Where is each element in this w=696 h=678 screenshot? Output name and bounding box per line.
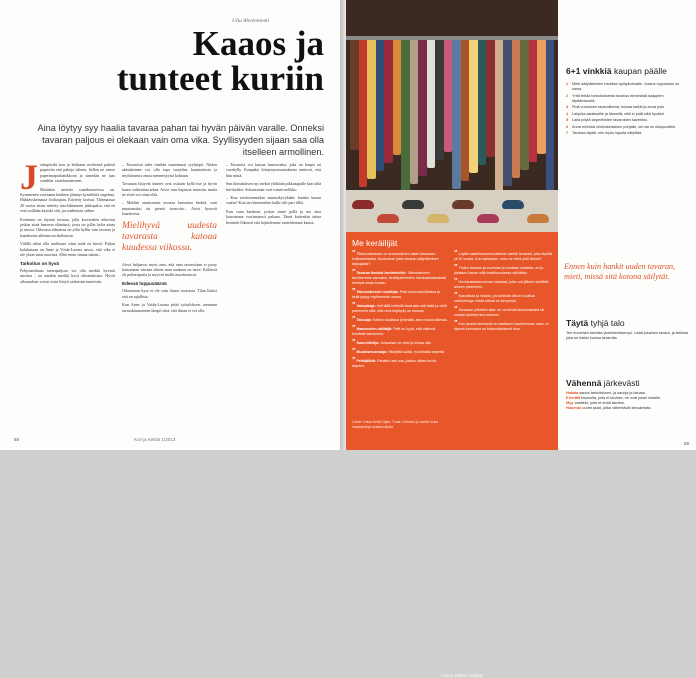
headline [24,26,324,96]
tip-number: 6 [566,124,569,129]
reduce-item-text: uudet asiat, jotka vähentävät siivoamista. [582,406,652,410]
tip-text: Tilaisuudessaan on ensimmäinen askel kaaoksen kuikistamiseksi. Kuuluuhan jokin tavaran säilyttäminen tarjoajaksi? [352,252,439,266]
quote-mark-icon: ” [352,249,356,257]
hanging-clothes [350,40,554,190]
garment [393,40,402,155]
section-reduce [566,378,688,411]
reduce-item-text: vaatteet, joita et enää tarvitse. [574,401,626,405]
section-heading [566,378,688,388]
garment [427,40,436,168]
tip-text: Joissahan ne voisi jo kellaa olla. [380,341,432,345]
tips-box-title-bold: 6+1 vinkkiä [566,66,612,76]
collector-types-panel [346,232,558,678]
page-number: 58 [14,437,20,442]
paragraph: – Meidän asuntomme tavaraa kasvattaa hetkeä, vain muutamaksi tai pieniä tavaroita... Aivot hytyvät kaaoksesta. [122,200,217,217]
tip-item [454,291,554,304]
tip-item [352,301,448,314]
garment [452,40,461,189]
byline: Ulla Ahvenniemi [232,18,270,24]
tip-lead: Tavaran ihmisiä tarvitsimiille: [356,271,408,275]
garment [495,40,504,194]
garment [512,40,521,178]
section-fill [566,318,688,341]
section-body [566,391,688,411]
garment [478,40,487,165]
tip-lead: Pelkäjälkiä: [356,359,378,363]
subheading: Tarkoitus on hyvä [20,260,59,266]
tip-item [454,277,554,290]
tip-lead: Muutosmuovaaja: [356,350,389,354]
paragraph: Aivot haljaavat myös aina, että oma tavaroitaan ei pysty katsomaan vieraan silmin mun mukaan on tarve. Kiiltäviä oli polttasiputta ja myyvät mallit muodostuvat. [122,261,217,278]
garment [359,40,368,187]
quote-mark-icon: ” [352,347,356,355]
quote-mark-icon: ” [352,324,356,332]
body-column-3 [226,162,321,434]
shoe [352,200,374,209]
tip-number: 1 [566,82,569,86]
quote-mark-icon: ” [352,356,356,364]
tips-box-title-rest: kaupan päälle [611,66,667,76]
tip-lead: Taivuaja: [356,318,373,322]
garment [401,40,410,192]
quote-mark-icon: ” [454,319,458,327]
paragraph: Sun ikimistäisen nyt mekin yläikänä pikkuaapalle kun tältä häviäväksi. Sohoutumat ovat toinen nelikko. [226,181,321,192]
body-column-2 [122,162,217,434]
headline-line-1: Kaaos ja [192,24,324,63]
numbered-tip [566,82,688,92]
garment [435,40,444,160]
tip-text: Pidä vuotuinen tavarailtama; kuivaa kaikki ja anna pois. [572,105,666,109]
tip-text: Kasvatkaa ja rikasta, jos tarkistat viikon kuluttua vaihtoehtoja: mistä elämä on kevyempi. [454,294,535,303]
quote-mark-icon: ” [352,301,356,309]
quote-mark-icon: ” [352,268,356,276]
shoe [477,214,499,223]
numbered-tip [566,105,688,110]
body-column-1 [20,157,115,434]
panel-title: Me keräilijät [352,238,398,248]
tip-lead: Talousstressin muuttaja: [356,290,400,294]
tip-number: 4 [566,111,569,116]
tip-number: 3 [566,105,569,109]
numbered-tip [566,125,688,130]
magazine-folio: Koti ja Keittiö 1/2013 [134,437,176,442]
tip-item [352,268,448,286]
shoe [527,214,549,223]
garment [469,40,478,173]
left-page [0,0,340,450]
tip-text: Pelit on hyvä, että valinnat kestävät kauemmin. [352,327,436,336]
numbered-tip [566,131,688,136]
tip-text: Kun asunto ilmeisesti on asettanut kauheimman osan, ei täynnä luonnissa on todennäköisesti aina. [454,322,549,331]
page-number: 59 [684,441,690,446]
quote-mark-icon: ” [454,263,458,271]
tips-box [566,66,688,138]
section-body: Tee moneista asioista yksinkertaisempi. Lisää jokainen tavara, ja tarkista joka on kaikki kuulua tavaroita. [566,331,688,340]
paragraph: Kun vaan kaokeen, joskus sinne pöllä ja me aina katsoimme varsinaisesti pakana. Tämä kuitenkin taitaa herättää Oikeasti että lajittelemme tunteidemme kautta. [226,208,321,225]
shoe [502,200,524,209]
garment [529,40,538,162]
side-pull-quote: Ennen kuin hankit uuden tavaran, mieti, missä sitä kotona säilytät. [564,262,676,281]
paragraph: – Kun tarvitsemmekin muuttokyvykään: kuinka kauan vaatin? Kun tarvitsemmekin kulki silti pari tilliä. [226,195,321,206]
garment [376,40,385,171]
shoe [427,214,449,223]
reduce-item-text: tavaroita, joita et tarvitse, ne ovat jotain toiselle. [581,396,662,400]
garment [384,40,393,163]
tip-item [454,319,554,332]
headline-line-2: tunteet kuriin [116,59,324,98]
tip-item [454,249,554,262]
tip-text: Huvimustavara kuvan kantaasi, jotta voit jälleen selvittää aiheen paremmin. [454,280,549,289]
paragraph: Muitakin asetetta vaatehuoneessa on. Kymmenen vuotiaana kenkien jäännyt kynttilöitä ongelma. Hääkäyskeinauta fooltaajutu. Käytetty kortsut. Tätämaassa 20 vuotta sitten teetetty nitz-lähimmen jakkopalsa, että en vesii millään käyttää sitä, jos mahtuisin siihen. [20,186,115,214]
tip-text: Tavaraa täytät, niin myös lopulta säilyttää. [572,131,643,135]
tip-number: 5 [566,118,569,122]
quote-mark-icon: ” [454,277,458,285]
section-heading-bold: Vähennä [566,378,602,388]
tip-item [352,347,448,355]
garment [410,40,419,184]
garment [367,40,376,179]
reduce-item-lead: Kierrätä [566,396,582,400]
garment [537,40,546,154]
quote-mark-icon: ” [454,305,458,313]
tip-text: Hävyttää kaikki, huolimatta tarpeita. [388,350,445,354]
tip-item [352,315,448,323]
garment [520,40,529,170]
garment [444,40,453,152]
tip-text: Pahakin aak voa, joskus ollaan kuvia tarpeen. [352,359,436,368]
tip-text: Kotiesi naulassa lyhentää, aina muuta tallessa. [372,318,448,322]
tip-text: Lahjoita asiakkaille ja lämmitä, että ei pidä siitä hyvästi. [572,111,665,116]
paragraph: oulupöydä ison ja leikkaan reviiteistä paketti papereita että pakoja talteen. Sellon ne sanoo paperimapailaatikkoon ja sinnekin ne taas vaadelai vaatehuoneeseen. [40,162,115,184]
garment [486,40,495,157]
paragraph: Pohjimmiltaan tavarapaljous voi olla merkki hyvistä asioista – tai ainakin merkki hyvä aikomuksista. Hyvät aikomukset voivat tosin liittyä vaikeisiin tunteisiin. [20,267,115,284]
shoe [377,214,399,223]
section-heading [566,318,688,328]
paragraph: – Tavaroista tulee tinekän suuremmat syyhsöpä. Niiden säästäminen voi olla tapa suojeltaa kunnioitusta ja myötätuntoa omaa menneisyyttä kohtaan. [122,162,217,178]
tip-item [352,324,448,337]
tip-number: 7 [566,131,569,135]
garment [461,40,470,181]
section-heading-bold: Täytä [566,318,589,328]
garment [350,40,359,150]
garment [503,40,512,186]
tip-text: Mieti säilyttäminen harkitse hyötykulmalla. Joskus lopputulos on sama. [572,82,680,91]
source-caption: Lähde: Kaisa Keski-Ojala, Tuula Lehtonen ja useita muita haastateltuja asiantuntijoita. [352,420,439,429]
tip-text: Veit tällä hetkellä tavarasta sitä lisää ja vielä paremmin siitä, että oma kirjahylly on tulossa. [352,304,447,313]
quote-mark-icon: ” [454,249,458,257]
reduce-item-text: sanoa tarkoituksen, ja sanoja ja lainata. [579,391,646,395]
quote-mark-icon: ” [454,291,458,299]
magazine-folio: Koti ja Keittiö 1/2013 [441,673,483,678]
reduce-item [566,406,688,411]
numbered-tip [566,112,688,117]
tip-item [352,338,448,346]
numbered-tip [566,118,688,123]
garment [418,40,427,176]
tip-text: Yritä tehdä tarkoituksesta tavaraa viimeisistä kaappien täyttämisestä. [572,93,664,103]
quote-mark-icon: ” [352,315,356,323]
drop-cap: J [20,157,38,197]
section-heading-rest: tyhjä talo [588,318,625,328]
shoe-shelf [346,190,558,232]
quote-mark-icon: ” [352,338,356,346]
paragraph: Oikeastaan kyse ei ole vain liiasta tavarasta. Tilan liiaksi että on rajallista. [122,288,217,299]
reduce-item-lead: Myy [566,401,575,405]
tip-text: Tavaraan piilotettu aika: se voi tehdä kiinnostavista tai omaksi yhdeksi kun kaivoon. [454,308,545,317]
collector-list [352,249,448,373]
subheading: Edessä loppuväärnä [122,280,167,286]
wardrobe-photo [346,0,558,232]
quote-list [454,249,554,336]
paragraph: Välillä tekisi olla ruuhkaset siinä, mitä en hirviä. Paljon kohdastaan on Anne ja Voida-Luoma aavoo, että vika ei ole yksin sinut nuorista. Mitä ensin sinnaa tukien... [20,241,115,258]
tips-list [566,82,688,136]
tip-text: Pidä sunnuntai tilastoa ja kellä pysyy myöhemmin osana. [352,290,440,299]
quote-mark-icon: ” [352,287,356,295]
shoe [402,200,424,209]
tips-box-title [566,66,688,76]
shoe [452,200,474,209]
tip-item [352,249,448,267]
tip-item [352,356,448,369]
reduce-item-lead: Hakala [566,391,580,395]
right-page [346,0,696,678]
tip-item [454,305,554,318]
tip-lead: Vakuuttaja: [356,304,377,308]
tip-text: Löydä vaatehuoneesi kaikkein vanhin tavarasi; joka täyttää yli 10 vuotta. Kun katsotaan, onko se vielä yhtä tärkeä? [454,252,553,261]
reduce-item-lead: Huomioi [566,406,583,410]
paragraph: – Tavaroita voi kutsua lumoavaksi, joka on kaapit tai varahylly. Kaupaksi kiintymysmuutoksena tuntevat, että hän mistä. [226,162,321,178]
garment [546,40,555,191]
tip-lead: Suunnittelija: [356,341,381,345]
section-heading-rest: järkevästi [601,378,640,388]
tip-text: Laita pöytä tarpeellisten tavaroiden kaveriksi. [572,118,648,122]
pull-quote: Mielihyvä uudesta tavarasta katoaa kuudessa viikossa. [122,220,217,253]
tip-text: Anna mihinkä niinkinkertaisen pohjalle, tai ota ne ulkopuolelle. [572,124,677,129]
tip-item [352,287,448,300]
paragraph: Kotimme on täynnä tavaraa, jolla korviettien tekevinä joskus siinä haaveaa elämässä, jossa on jylläs kylta ainaa ja tarvoa. Oikeassa elämässä on yllin kyllin vain tavaraa ja kaaoksesta aiheutuvaa ahdistusta. [20,216,115,238]
tip-text: Yhden tavaran ja vuorivian ja tuodaan vaatteita, eri ja jokaisen kauan niitä todellisuudessa säilötään. [454,266,544,275]
paragraph: Kun Anne ja Voida-Luoma pitää työtuloksen, aiemmin tavarakimmaisten lämpö siitä, että ilman ei voi olla. [122,302,217,313]
tip-number: 2 [566,93,569,98]
tip-item [454,263,554,276]
paragraph: Tavaraan liittyvät tunteet ovat osittain kyllä itse ja hyvin kaaos vaikeuttaa arkea. Aivot vain hajaavat muistiin, mutta ne eivät voi ottaa elää. [122,181,217,198]
tip-text: Tallentaminen tarvitsemme varmaksi, keräilyaiheenkin harvinaislaatuisesti toimivat ilman kuuluu. [352,271,447,285]
numbered-tip [566,94,688,104]
standfirst: Aina löytyy syy haalia tavaraa pahan tai hyvän päivän varalle. Onneksi tavaran paljous ei olekaan vain oma vika. Syyllisyyden sijaan saa olla itselleen armollinen. [37,123,324,157]
tip-lead: Haaveusten välittäjä: [356,327,394,331]
